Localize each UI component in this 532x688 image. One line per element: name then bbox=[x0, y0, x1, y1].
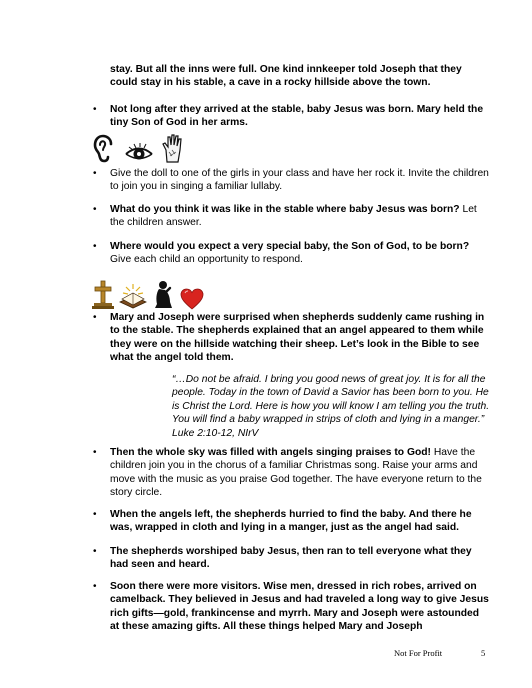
praying-person-icon bbox=[152, 280, 176, 315]
bullet-2: • bbox=[93, 168, 97, 179]
paragraph-shepherds-worship: The shepherds worshiped baby Jesus, then ran to tell everyone what they had seen and heard. bbox=[110, 546, 472, 571]
paragraph-stable-question: What do you think it was like in the stable where baby Jesus was born? Let the children answer. bbox=[110, 204, 477, 229]
eye-icon bbox=[124, 142, 154, 169]
bullet-5: • bbox=[93, 312, 97, 323]
hand-icon bbox=[160, 132, 186, 169]
cross-icon bbox=[92, 280, 114, 315]
paragraph-doll: Give the doll to one of the girls in your class and have her rock it. Invite the children to join you in singing a familiar lullaby. bbox=[110, 168, 489, 193]
paragraph-birth: Not long after they arrived at the stable, baby Jesus was born. Mary held the tiny Son of God in her arms. bbox=[110, 104, 484, 129]
paragraph-wise-men: Soon there were more visitors. Wise men, dressed in rich robes, arrived on camelback. They believed in Jesus and had traveled a long way to give Jesus rich gifts—gold, frankincense and myrrh. Mary and Joseph were astounded at these amazing gifts. All these things helped Mary and Joseph bbox=[110, 581, 489, 633]
sense-icons-row bbox=[92, 132, 186, 169]
bullet-6: • bbox=[93, 447, 97, 458]
bullet-8: • bbox=[93, 546, 97, 557]
paragraph-angels-singing: Then the whole sky was filled with angels singing praises to God! Have the children join you in the chorus of a familiar Christmas song. Raise your arms and move with the music as you praise God together. The have everyone return to the story circle. bbox=[110, 447, 482, 499]
bullet-3: • bbox=[93, 204, 97, 215]
paragraph-special-baby-question: Where would you expect a very special baby, the Son of God, to be born? Give each child an opportunity to respond. bbox=[110, 241, 470, 266]
bullet-1: • bbox=[93, 104, 97, 115]
paragraph-inn: stay. But all the inns were full. One kind innkeeper told Joseph that they could stay in his stable, a cave in a rocky hillside above the town. bbox=[110, 64, 462, 89]
footer-not-for-profit: Not For Profit bbox=[394, 648, 443, 658]
paragraph-shepherds-arrive: Mary and Joseph were surprised when shepherds suddenly came rushing in to the stable. The shepherds explained that an angel appeared to them while they were on the hillside watching their sheep. Let’s look in the Bible to see what the angel told them. bbox=[110, 312, 485, 364]
bullet-4: • bbox=[93, 241, 97, 252]
bullet-7: • bbox=[93, 509, 97, 520]
bullet-9: • bbox=[93, 581, 97, 592]
ear-icon bbox=[92, 134, 118, 169]
scripture-quote: “…Do not be afraid. I bring you good news of great joy. It is for all the people. Today in the town of David a Savior has been born to you. He is Christ the Lord. Here is how you will know I am telling you the truth. You will find a baby wrapped in strips of cloth and lying in a manger.” Luke 2:10-12, NIrV bbox=[172, 374, 490, 439]
page-number: 5 bbox=[481, 648, 486, 658]
paragraph-shepherds-find-baby: When the angels left, the shepherds hurried to find the baby. And there he was, wrapped in cloth and lying in a manger, just as the angel had said. bbox=[110, 509, 472, 534]
worship-icons-row bbox=[92, 280, 204, 315]
